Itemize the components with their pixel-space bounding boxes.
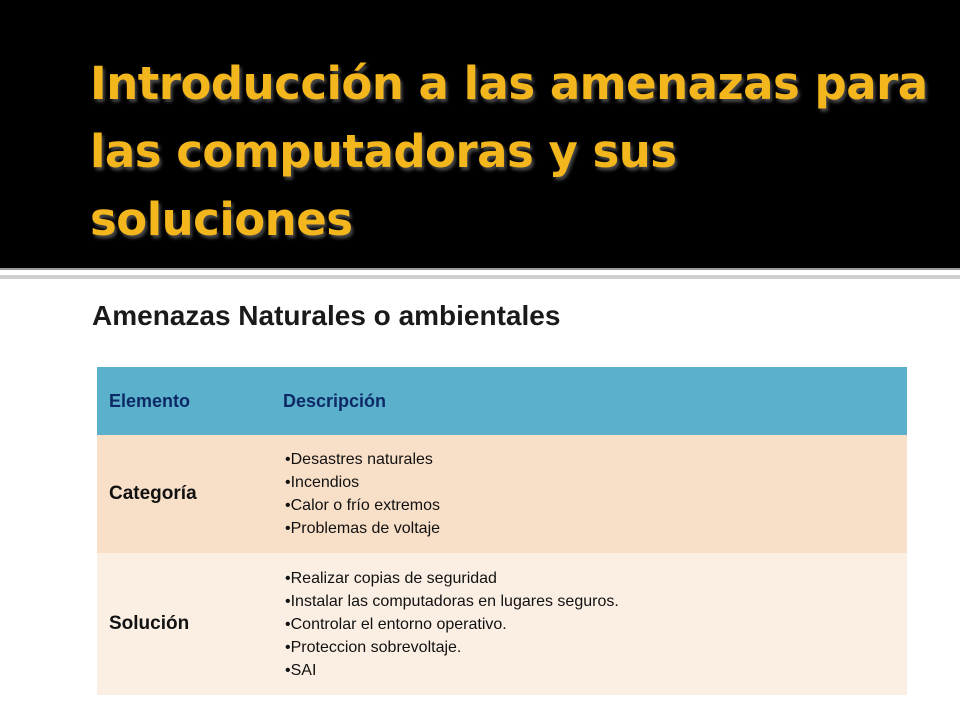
- row-description-categoria: [271, 435, 907, 553]
- list-item: • Instalar las computadoras en lugares seguros.: [285, 590, 895, 613]
- divider-line-light: [0, 275, 960, 279]
- list-item: • SAI: [285, 659, 895, 682]
- list-item: • Desastres naturales: [285, 448, 895, 471]
- list-item: • Incendios: [285, 471, 895, 494]
- row-label-categoria: Categoría: [97, 435, 271, 553]
- list-item: • Calor o frío extremos: [285, 494, 895, 517]
- table-row-categoria: [97, 435, 907, 553]
- divider-line: [0, 268, 960, 270]
- column-header-descripcion: Descripción: [271, 367, 907, 435]
- row-label-solucion: Solución: [97, 553, 271, 695]
- list-item: • Problemas de voltaje: [285, 517, 895, 540]
- table-header-row: [97, 367, 907, 435]
- threats-table: [97, 367, 907, 695]
- slide-title: Introducción a las amenazas para las computadoras y sus soluciones: [90, 57, 928, 246]
- row-description-solucion: [271, 553, 907, 695]
- title-accent-bar: [0, 0, 52, 268]
- categoria-list: [283, 448, 895, 540]
- list-item: • Controlar el entorno operativo.: [285, 613, 895, 636]
- list-item: • Proteccion sobrevoltaje.: [285, 636, 895, 659]
- list-item: • Realizar copias de seguridad: [285, 567, 895, 590]
- column-header-elemento: Elemento: [97, 367, 271, 435]
- slide-subtitle: Amenazas Naturales o ambientales: [92, 300, 561, 331]
- table-row-solucion: [97, 553, 907, 695]
- solucion-list: [283, 567, 895, 682]
